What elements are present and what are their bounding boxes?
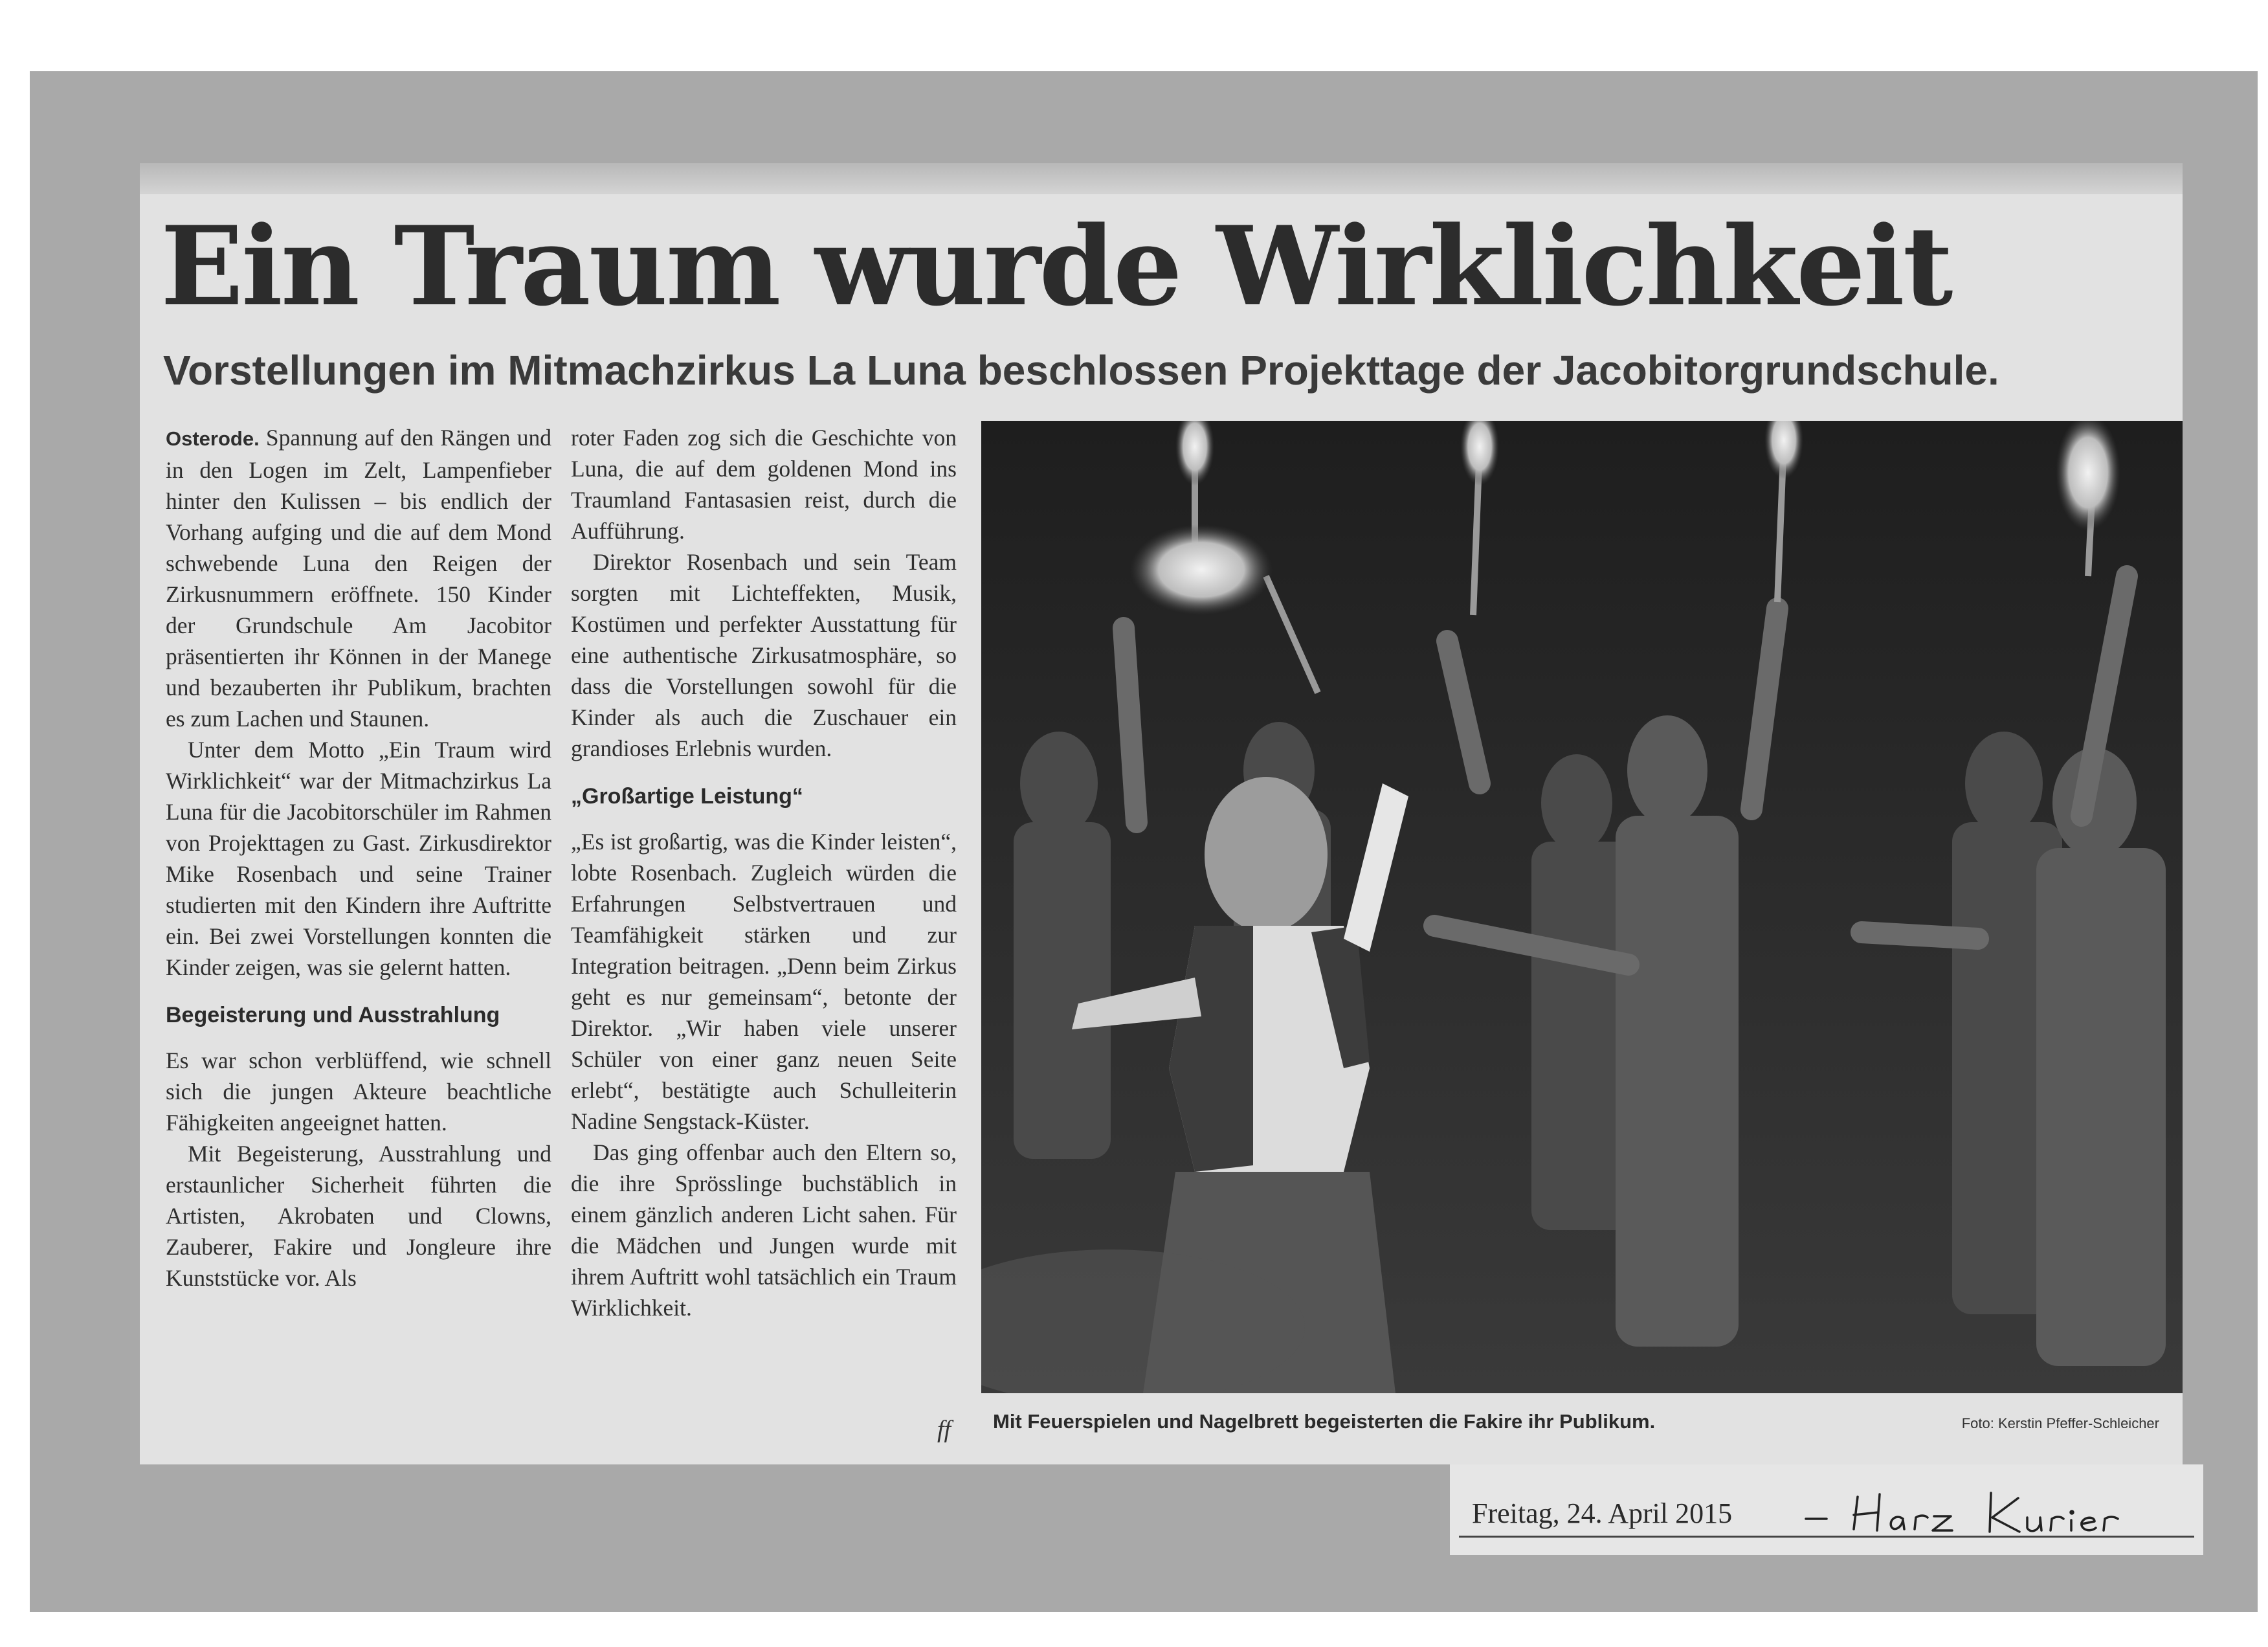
paragraph (166, 422, 551, 734)
paragraph: Das ging offenbar auch den Eltern so, die ihre Sprösslinge buchstäblich in einem gänzlich anderen Licht sahen. Für die Mädchen und Jungen wurde mit ihrem Auftritt wohl tatsächlich ein Traum Wirklichkeit. (571, 1139, 957, 1321)
photo-caption: Mit Feuerspielen und Nagelbrett begeisterten die Fakire ihr Publikum. (993, 1410, 1656, 1433)
section-subhead: „Großartige Leistung“ (571, 784, 803, 809)
paragraph: roter Faden zog sich die Geschichte von Luna, die auf dem goldenen Mond ins Traumland Fantasasien reist, durch die Aufführung. (571, 425, 957, 544)
paragraph: „Es ist großartig, was die Kinder leisten“, lobte Rosenbach. Zugleich würden die Erfahrungen Selbstvertrauen und Teamfähigkeit stärken und zur Integration beitragen. „Denn beim Zirkus geht es nur gemeinsam“, betonte der Direktor. „Wir haben viele unserer Schüler von einer ganz neuen Seite erlebt“, bestätigte auch Schulleiterin Nadine Sengstack-Küster. (571, 829, 957, 1134)
handwritten-source-note (1799, 1481, 2162, 1540)
date-strip (1450, 1464, 2203, 1555)
date-underline (1459, 1536, 2194, 1538)
section-subhead: Begeisterung und Ausstrahlung (166, 1003, 500, 1027)
article-column-1 (166, 422, 551, 1294)
newspaper-clipping (140, 163, 2183, 1464)
article-column-2 (571, 422, 957, 1323)
publication-date: Freitag, 24. April 2015 (1472, 1497, 1733, 1529)
paragraph-text: Spannung auf den Rängen und in den Logen im Zelt, Lampenfieber hinter den Kulissen – bis endlich der Vorhang aufging und die auf dem Mond schwebende Luna den Reigen der Zirkusnummern eröffnete. 150 Kinder der Grundschule Am Jacobitor präsentierten ihr Können in der Manege und bezauberten ihr Publikum, brachten es zum Lachen und Staunen. (166, 425, 551, 732)
photo-credit: Foto: Kerstin Pfeffer-Schleicher (1961, 1415, 2159, 1431)
paragraph: Unter dem Motto „Ein Traum wird Wirklichkeit“ war der Mitmachzirkus La Luna für die Jacobitorschüler im Rahmen von Projekttagen zu Gast. Zirkusdirektor Mike Rosenbach und seine Trainer studierten mit den Kindern ihre Auftritte ein. Bei zwei Vorstellungen konnten die Kinder zeigen, was sie gelernt hatten. (166, 737, 551, 980)
author-signature: ff (937, 1416, 951, 1443)
dateline: Osterode. (166, 427, 260, 450)
article-photo (981, 421, 2183, 1393)
article-subheadline: Vorstellungen im Mitmachzirkus La Luna beschlossen Projekttage der Jacobitorgrundschule. (163, 347, 1999, 394)
paragraph: Direktor Rosenbach und sein Team sorgten mit Lichteffekten, Musik, Kostümen und perfekter Ausstattung für eine authentische Zirkusatmosphäre, so dass die Vorstellungen sowohl für die Kinder als auch die Zuschauer ein grandioses Erlebnis wurden. (571, 549, 957, 761)
clipping-top-edge (140, 163, 2183, 194)
paragraph: Es war schon verblüffend, wie schnell sich die jungen Akteure beachtliche Fähigkeiten angeeignet hatten. (166, 1048, 551, 1136)
paragraph: Mit Begeisterung, Ausstrahlung und erstaunlicher Sicherheit führten die Artisten, Akrobaten und Clowns, Zauberer, Fakire und Jongleure ihre Kunststücke vor. Als (166, 1141, 551, 1291)
article-headline: Ein Traum wurde Wirklichkeit (161, 202, 1951, 330)
